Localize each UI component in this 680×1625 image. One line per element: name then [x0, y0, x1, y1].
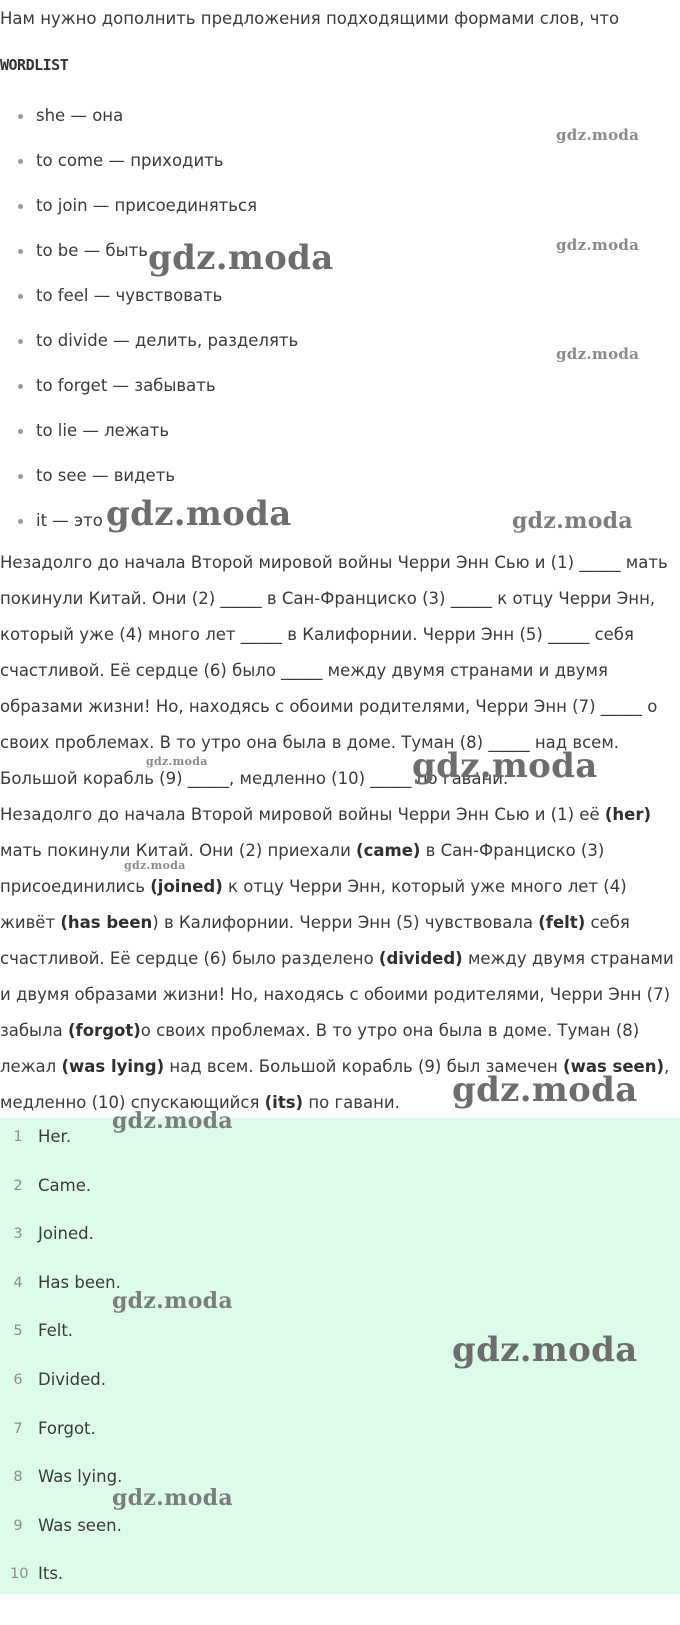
answer-item: [0, 1410, 680, 1459]
answer-item: [0, 1215, 680, 1264]
watermark: gdz.moda: [124, 859, 186, 872]
answer-item: [0, 1555, 680, 1604]
list-item: to come — приходить: [0, 149, 680, 194]
bullet-icon: [18, 474, 23, 479]
answer-number: 10: [10, 1566, 29, 1583]
answer-text: Forgot.: [38, 1418, 96, 1438]
list-item: to see — видеть: [0, 464, 680, 509]
watermark: gdz.moda: [512, 508, 633, 534]
answer-item: [0, 1458, 680, 1507]
watermark: gdz.moda: [556, 345, 640, 363]
answer-number: 8: [13, 1469, 23, 1486]
answer-highlight: (joined): [150, 877, 223, 896]
answer-highlight: (divided): [378, 949, 463, 968]
answer-text: Joined.: [38, 1224, 94, 1244]
list-item: to lie — лежать: [0, 419, 680, 464]
answer-text: Has been.: [38, 1272, 121, 1292]
answer-text: Divided.: [38, 1369, 106, 1389]
task-paragraph: Незадолго до начала Второй мировой войны Черри Энн Сью и (1) _____ мать покинули Китай. Они (2) _____ в Сан-Франциско (3) _____ к отцу Черри Энн, который уже (4) много лет _____ в Калифорнии. Черри Энн (5) _____ себя счастливой. Её сердце (6) было _____ между двумя странами и двумя образами жизни! Но, находясь с обоими родителями, Черри Энн (7) _____ о своих проблемах. В то утро она была в доме. Туман (8) _____ над всем. Большой корабль (9) _____, медленно (10) _____ по гавани.: [0, 553, 668, 788]
answer-item: [0, 1118, 680, 1167]
intro-text: Нам нужно дополнить предложения подходящими формами слов, что: [0, 9, 620, 28]
watermark: gdz.moda: [452, 1330, 638, 1370]
watermark: gdz.moda: [106, 494, 292, 534]
bullet-icon: [18, 339, 23, 344]
bullet-icon: [18, 249, 23, 254]
bullet-icon: [18, 294, 23, 299]
answer-highlight: (was seen): [563, 1057, 665, 1076]
answer-highlight: (felt): [538, 913, 586, 932]
watermark: gdz.moda: [556, 236, 640, 254]
list-item: to forget — забывать: [0, 374, 680, 419]
answer-text: Her.: [38, 1127, 72, 1146]
watermark: gdz.moda: [112, 1288, 233, 1314]
answer-text: Was seen.: [38, 1515, 122, 1535]
watermark: gdz.moda: [112, 1485, 233, 1511]
solution-paragraph: Незадолго до начала Второй мировой войны Черри Энн Сью и (1) её (her) мать покинули Китай. Они (2) приехали (came) в Сан-Франциско (3) присоединились (joined) к отцу Черри Энн, который уже много лет (4) живёт (has been) в Калифорнии. Черри Энн (5) чувствовала (felt) себя счастливой. Её сердце (6) было разделено (divided) между двумя странами и двумя образами жизни! Но, находясь с обоими родителями, Черри Энн (7) забыла (forgot)о своих проблемах. В то утро она была в доме. Туман (8) лежал (was lying) над всем. Большой корабль (9) был замечен (was seen), медленно (10) спускающийся (its) по гавани.: [0, 805, 674, 1112]
answer-number: 2: [13, 1177, 23, 1194]
bullet-icon: [18, 204, 23, 209]
answer-item: [0, 1507, 680, 1556]
watermark: gdz.moda: [146, 755, 208, 768]
answer-number: 3: [13, 1226, 23, 1243]
answer-highlight: (her): [604, 805, 652, 824]
list-item: to be — быть: [0, 239, 680, 284]
list-item: she — она: [0, 104, 680, 149]
bullet-icon: [18, 519, 23, 524]
answer-item: [0, 1264, 680, 1313]
bullet-icon: [18, 384, 23, 389]
answer-text: Came.: [38, 1175, 92, 1195]
answer-number: 7: [13, 1420, 23, 1437]
list-item: to join — присоединяться: [0, 194, 680, 239]
answer-highlight: (came): [356, 841, 421, 860]
answer-text: Its.: [38, 1564, 64, 1584]
list-item: to divide — делить, разделять: [0, 329, 680, 374]
answer-highlight: (was lying): [61, 1057, 165, 1076]
bullet-icon: [18, 429, 23, 434]
answer-number: 4: [13, 1274, 23, 1291]
watermark: gdz.moda: [452, 1070, 638, 1110]
bullet-icon: [18, 114, 23, 119]
answer-highlight: (forgot): [68, 1021, 141, 1040]
answer-text: Felt.: [38, 1321, 74, 1341]
list-item: it — это: [0, 509, 680, 554]
watermark: gdz.moda: [556, 126, 640, 144]
watermark: gdz.moda: [412, 746, 598, 786]
answer-item: [0, 1167, 680, 1216]
list-item: to feel — чувствовать: [0, 284, 680, 329]
answer-number: 6: [13, 1371, 23, 1388]
answer-text: Was lying.: [38, 1467, 123, 1487]
watermark: gdz.moda: [112, 1108, 233, 1134]
answer-number: 9: [13, 1517, 23, 1534]
wordlist: [0, 104, 680, 554]
watermark: gdz.moda: [148, 238, 334, 278]
answer-number: 5: [13, 1323, 23, 1340]
answer-highlight: (its): [264, 1093, 304, 1112]
answer-highlight: (has been: [60, 913, 153, 932]
bullet-icon: [18, 159, 23, 164]
wordlist-title: WORDLIST: [0, 56, 69, 74]
answer-number: 1: [13, 1129, 23, 1145]
